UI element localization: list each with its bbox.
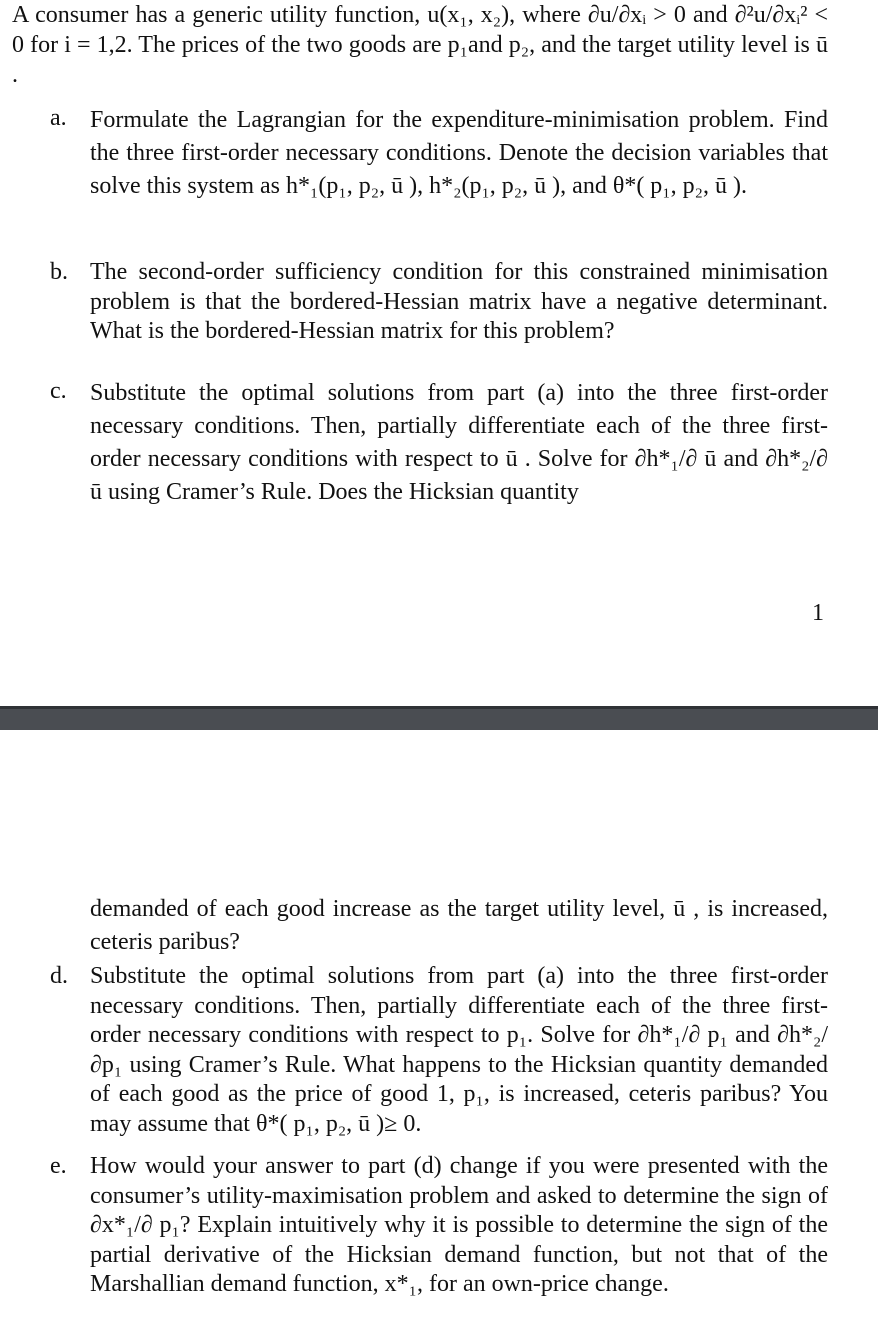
page-number: 1 [812,600,824,626]
part-d-text: Substitute the optimal solutions from part (a) into the three first-order necessary conditions. Then, partially differentiate each of the three first-order necessary conditions with respect to p₁. Solve for ∂h*₁/∂ p₁ and ∂h*₂/∂p₁ using Cramer’s Rule. What happens to the Hicksian quantity demanded of each good as the price of good 1, p₁, is increased, ceteris paribus? You may assume that θ*( p₁, p₂, ū )≥ 0. [90,963,828,1137]
part-c-marker: c. [50,378,67,404]
part-e [50,1152,828,1300]
part-e-marker: e. [50,1153,67,1179]
part-b-marker: b. [50,259,68,285]
part-c-text: Substitute the optimal solutions from part (a) into the three first-order necessary conditions. Then, partially differentiate each of the three first-order necessary conditions with respect to ū . Solve for ∂h*₁/∂ ū and ∂h*₂/∂ ū using Cramer’s Rule. Does the Hicksian quantity [90,380,828,505]
part-b [50,258,828,347]
part-c-continuation: demanded of each good increase as the target utility level, ū , is increased, ceteris paribus? [90,896,828,955]
part-d-marker: d. [50,963,68,989]
part-c [50,377,828,509]
part-d [50,962,828,1139]
part-a [50,104,828,203]
part-a-text: Formulate the Lagrangian for the expenditure-minimisation problem. Find the three first-order necessary conditions. Denote the decision variables that solve this system as h*₁(p₁, p₂, ū ), h*₂(p₁, p₂, ū ), and θ*( p₁, p₂, ū ). [90,107,828,199]
part-b-text: The second-order sufficiency condition for this constrained minimisation problem is that the bordered-Hessian matrix have a negative determinant. What is the bordered-Hessian matrix for this problem? [90,259,828,344]
page-break-divider [0,706,878,730]
part-a-marker: a. [50,105,67,131]
problem-intro: A consumer has a generic utility function, u(x₁, x₂), where ∂u/∂xᵢ > 0 and ∂²u/∂xᵢ² < 0 for i = 1,2. The prices of the two goods are p₁and p₂, and the target utility level is ū . [12,2,828,88]
part-e-text: How would your answer to part (d) change if you were presented with the consumer’s utility-maximisation problem and asked to determine the sign of ∂x*₁/∂ p₁? Explain intuitively why it is possible to determine the sign of the partial derivative of the Hicksian demand function, but not that of the Marshallian demand function, x*₁, for an own-price change. [90,1153,828,1297]
